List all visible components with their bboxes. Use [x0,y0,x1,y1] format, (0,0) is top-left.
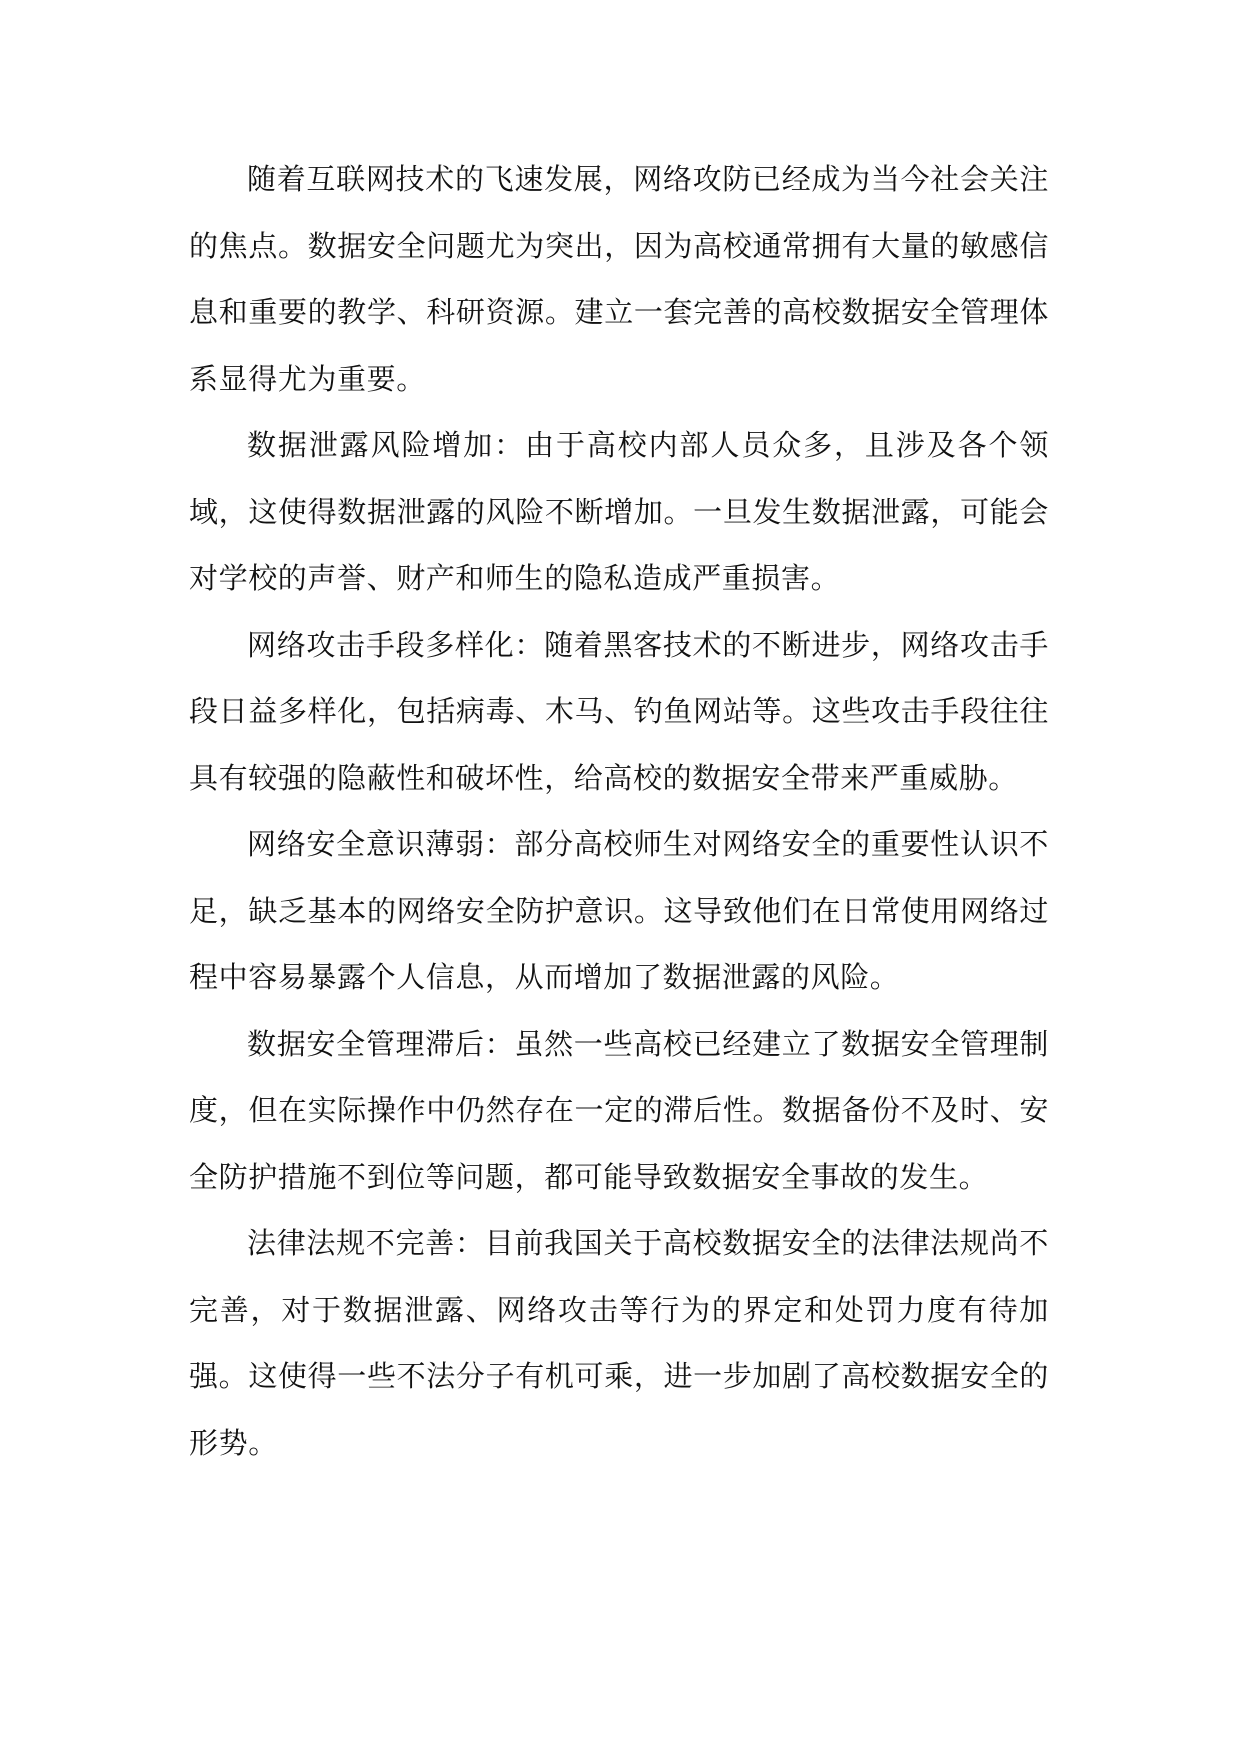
paragraph-security-awareness: 网络安全意识薄弱：部分高校师生对网络安全的重要性认识不足，缺乏基本的网络安全防护意识。这导致他们在日常使用网络过程中容易暴露个人信息，从而增加了数据泄露的风险。 [189,827,1049,994]
document-body [189,146,1049,1476]
paragraph-legal-gaps: 法律法规不完善：目前我国关于高校数据安全的法律法规尚不完善，对于数据泄露、网络攻击等行为的界定和处罚力度有待加强。这使得一些不法分子有机可乘，进一步加剧了高校数据安全的形势。 [189,1226,1049,1460]
paragraph-management-lag: 数据安全管理滞后：虽然一些高校已经建立了数据安全管理制度，但在实际操作中仍然存在一定的滞后性。数据备份不及时、安全防护措施不到位等问题，都可能导致数据安全事故的发生。 [189,1026,1049,1194]
paragraph-intro: 随着互联网技术的飞速发展，网络攻防已经成为当今社会关注的焦点。数据安全问题尤为突出，因为高校通常拥有大量的敏感信息和重要的教学、科研资源。建立一套完善的高校数据安全管理体系显得尤为重要。 [189,162,1049,396]
paragraph-data-leak-risk: 数据泄露风险增加：由于高校内部人员众多，且涉及各个领域，这使得数据泄露的风险不断增加。一旦发生数据泄露，可能会对学校的声誉、财产和师生的隐私造成严重损害。 [189,428,1049,595]
paragraph-attack-diversity: 网络攻击手段多样化：随着黑客技术的不断进步，网络攻击手段日益多样化，包括病毒、木马、钓鱼网站等。这些攻击手段往往具有较强的隐蔽性和破坏性，给高校的数据安全带来严重威胁。 [189,627,1049,795]
